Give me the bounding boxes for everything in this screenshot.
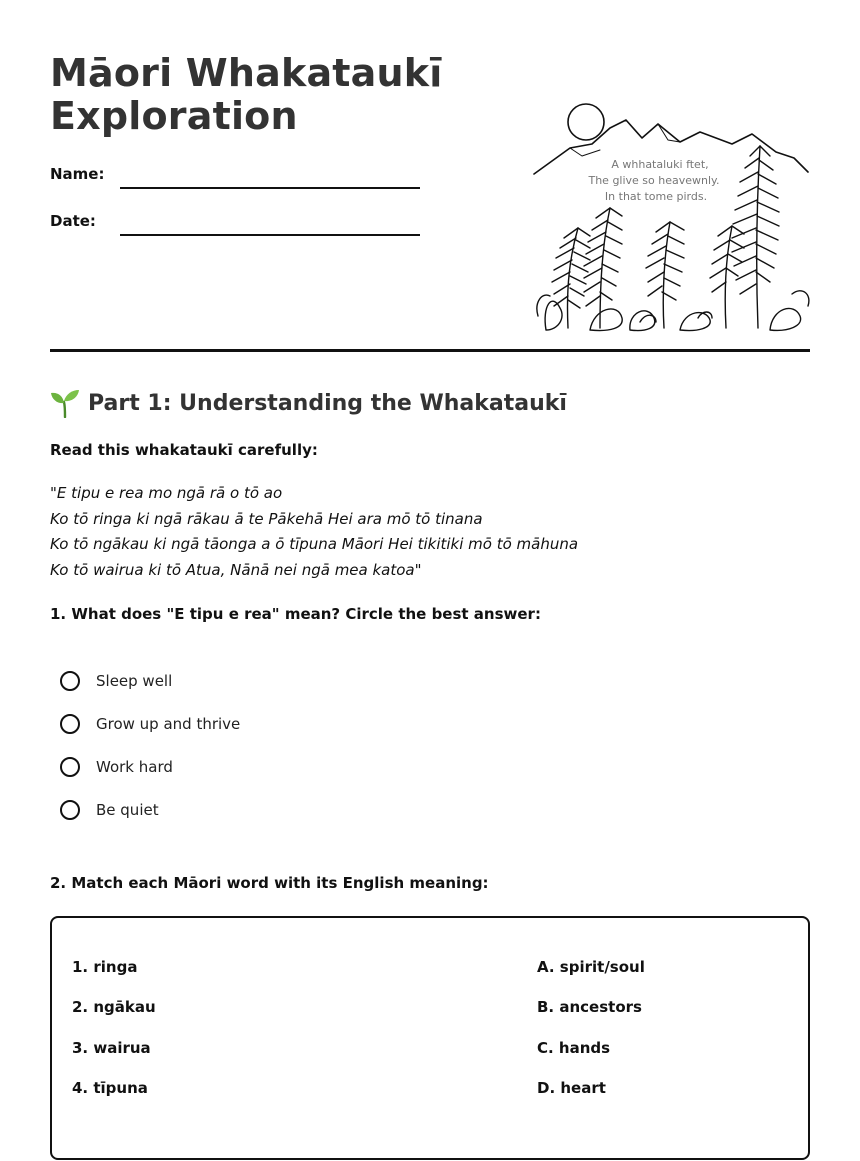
question-1-prompt: 1. What does "E tipu e rea" mean? Circle the best answer: (50, 605, 541, 623)
read-instruction: Read this whakataukī carefully: (50, 441, 318, 459)
answer-option-label: Work hard (96, 758, 173, 776)
answer-option[interactable] (60, 757, 173, 777)
name-label: Name: (50, 165, 105, 183)
radio-circle[interactable] (60, 800, 80, 820)
english-meaning[interactable]: B. ancestors (537, 998, 642, 1016)
answer-option[interactable] (60, 800, 159, 820)
title-line-2: Exploration (50, 94, 298, 138)
question-2-prompt: 2. Match each Māori word with its English meaning: (50, 874, 489, 892)
name-field[interactable] (120, 187, 420, 189)
proverb-line: Ko tō ngākau ki ngā tāonga a ō tīpuna Māori Hei tikitiki mō tō māhuna (50, 535, 579, 554)
answer-option[interactable] (60, 671, 172, 691)
part1-heading (50, 388, 567, 418)
answer-option-label: Sleep well (96, 672, 173, 690)
fern-mountain-illustration (530, 96, 812, 332)
seedling-icon (50, 388, 80, 418)
english-meaning[interactable]: C. hands (537, 1039, 611, 1057)
radio-circle[interactable] (60, 671, 80, 691)
maori-word[interactable]: 4. tīpuna (72, 1079, 148, 1097)
matching-box (50, 916, 810, 1160)
answer-option-label: Grow up and thrive (96, 715, 241, 733)
date-field[interactable] (120, 234, 420, 236)
maori-word[interactable]: 3. wairua (72, 1039, 151, 1057)
illustration-caption-line-2: The glive so heavewnly. (588, 174, 720, 187)
illustration-caption-line-1: A whhataluki ftet, (611, 158, 709, 171)
maori-word[interactable]: 1. ringa (72, 958, 138, 976)
radio-circle[interactable] (60, 757, 80, 777)
header-divider (50, 349, 810, 352)
worksheet-title (50, 52, 442, 138)
maori-word[interactable]: 2. ngākau (72, 998, 156, 1016)
title-line-1: Māori Whakataukī (50, 51, 443, 95)
date-label: Date: (50, 212, 96, 230)
answer-option-label: Be quiet (96, 801, 159, 819)
illustration-caption-line-3: In that tome pirds. (604, 190, 708, 203)
radio-circle[interactable] (60, 714, 80, 734)
proverb-line: Ko tō ringa ki ngā rākau ā te Pākehā Hei ara mō tō tinana (50, 509, 483, 528)
sun-icon (568, 104, 604, 140)
english-meaning[interactable]: A. spirit/soul (537, 958, 645, 976)
proverb-line: "E tipu e rea mo ngā rā o tō ao (50, 484, 283, 502)
whakatauki-text (50, 481, 578, 583)
proverb-line: Ko tō wairua ki tō Atua, Nānā nei ngā mea katoa" (50, 560, 422, 579)
answer-option[interactable] (60, 714, 240, 734)
part1-heading-text: Part 1: Understanding the Whakataukī (88, 390, 567, 416)
english-meaning[interactable]: D. heart (537, 1079, 606, 1097)
